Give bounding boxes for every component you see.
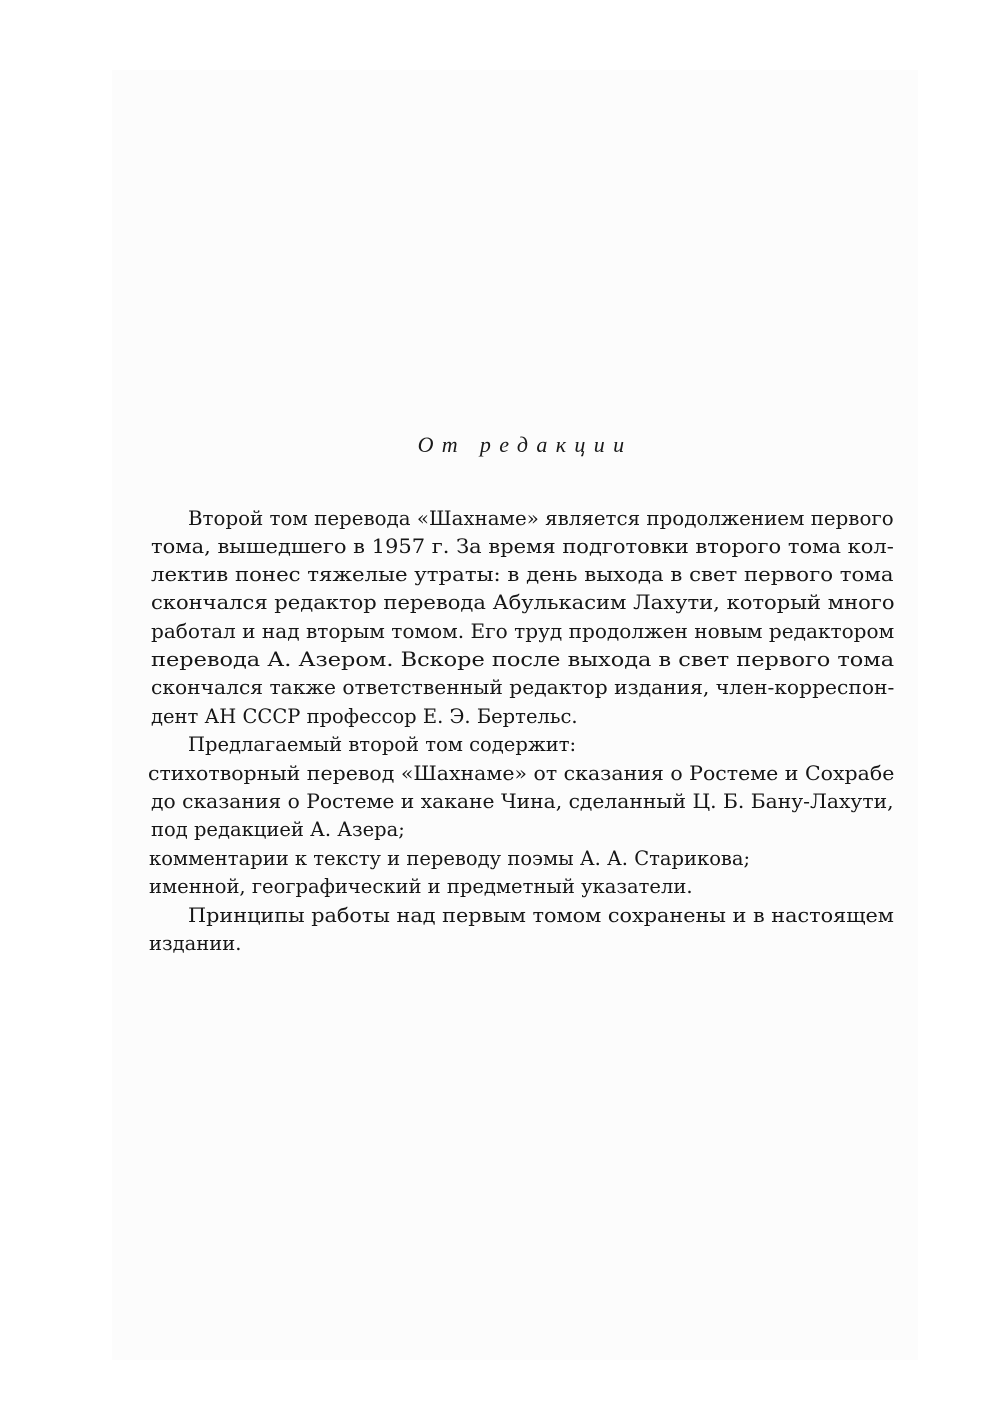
text-line: Принципы работы над первым томом сохранены и в настоящем [188,904,894,927]
text-line: под редакцией А. Азера; [151,818,405,841]
text-line: перевода А. Азером. Вскоре после выхода в свет первого тома [151,648,895,671]
text-line: скончался также ответственный редактор издания, член-корреспон- [151,676,895,699]
text-line: именной, географический и предметный указатели. [149,875,693,898]
text-line: Второй том перевода «Шахнаме» является продолжением первого [188,507,894,530]
text-line: тома, вышедшего в 1957 г. За время подготовки второго тома кол- [151,535,894,558]
text-line: до сказания о Ростеме и хакане Чина, сделанный Ц. Б. Бану-Лахути, [151,790,894,813]
text-line: комментарии к тексту и переводу поэмы А. А. Старикова; [149,847,751,870]
text-line: Предлагаемый второй том содержит: [188,733,577,756]
text-line: лектив понес тяжелые утраты: в день выхода в свет первого тома [151,563,894,586]
text-line: издании. [149,932,242,955]
text-line: скончался редактор перевода Абулькасим Лахути, который много [151,591,895,614]
text-line: стихотворный перевод «Шахнаме» от сказания о Ростеме и Сохрабе [148,762,895,785]
section-heading: От редакции [417,432,633,457]
text-line: работал и над вторым томом. Его труд продолжен новым редактором [151,620,895,643]
text-line: дент АН СССР профессор Е. Э. Бертельс. [151,705,578,728]
